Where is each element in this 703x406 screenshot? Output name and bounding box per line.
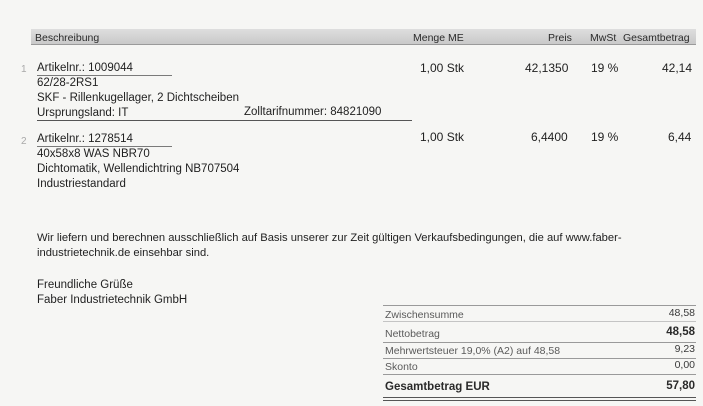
item-quantity: 1,00 Stk — [420, 61, 465, 75]
totals-divider — [383, 358, 696, 359]
item-divider — [37, 120, 412, 121]
item-position: 2 — [21, 136, 27, 147]
header-quantity-unit: Menge ME — [413, 32, 464, 44]
item-article-number: Artikelnr.: 1278514 — [37, 133, 133, 145]
totals-divider — [383, 374, 696, 375]
item-detail-line: 62/28-2RS1 — [37, 77, 99, 89]
item-detail-line: Industriestandard — [37, 178, 126, 190]
terms-text-line: Wir liefern und berechnen ausschließlich auf Basis unserer zur Zeit gültigen Verkaufsbedingungen, die auf www.faber- — [37, 232, 622, 244]
header-description: Beschreibung — [35, 32, 100, 44]
item-detail-line: SKF - Rillenkugellager, 2 Dichtscheiben — [37, 92, 239, 104]
item-vat: 19 % — [591, 130, 619, 144]
item-detail-line: 40x58x8 WAS NBR70 — [37, 148, 150, 160]
grand-total-double-underline — [383, 400, 696, 401]
header-vat: MwSt — [590, 32, 617, 44]
item-price: 6,4400 — [531, 130, 568, 144]
item-total: 42,14 — [662, 61, 693, 75]
header-total: Gesamtbetrag — [623, 32, 690, 44]
item-vat: 19 % — [591, 61, 619, 75]
item-customs-number: Zolltarifnummer: 84821090 — [244, 106, 382, 118]
totals-label: Mehrwertsteuer 19,0% (A2) auf 48,58 — [385, 345, 561, 357]
totals-divider — [383, 342, 696, 343]
totals-divider — [383, 305, 696, 306]
grand-total-underline — [383, 397, 696, 398]
item-price: 42,1350 — [525, 61, 569, 75]
closing-greeting: Freundliche Grüße — [37, 279, 133, 291]
closing-company: Faber Industrietechnik GmbH — [37, 294, 188, 306]
grand-total-label: Gesamtbetrag EUR — [385, 381, 490, 393]
grand-total-value: 57,80 — [666, 380, 695, 392]
item-origin: Ursprungsland: IT — [37, 107, 129, 119]
totals-value: 0,00 — [674, 359, 695, 371]
item-position: 1 — [21, 64, 27, 75]
totals-label: Skonto — [385, 361, 418, 373]
item-quantity: 1,00 Stk — [420, 130, 465, 144]
totals-value: 48,58 — [666, 326, 695, 338]
terms-text-line: industrietechnik.de einsehbar sind. — [37, 247, 210, 259]
article-underline — [37, 146, 172, 147]
totals-value: 48,58 — [668, 307, 695, 319]
article-underline — [37, 75, 172, 76]
item-total: 6,44 — [668, 130, 692, 144]
totals-label: Zwischensumme — [385, 309, 464, 321]
totals-value: 9,23 — [674, 343, 695, 355]
totals-label: Nettobetrag — [385, 328, 440, 340]
item-detail-line: Dichtomatik, Wellendichtring NB707504 — [37, 163, 240, 175]
header-price: Preis — [548, 32, 572, 44]
totals-divider — [383, 321, 696, 322]
item-article-number: Artikelnr.: 1009044 — [37, 62, 133, 74]
